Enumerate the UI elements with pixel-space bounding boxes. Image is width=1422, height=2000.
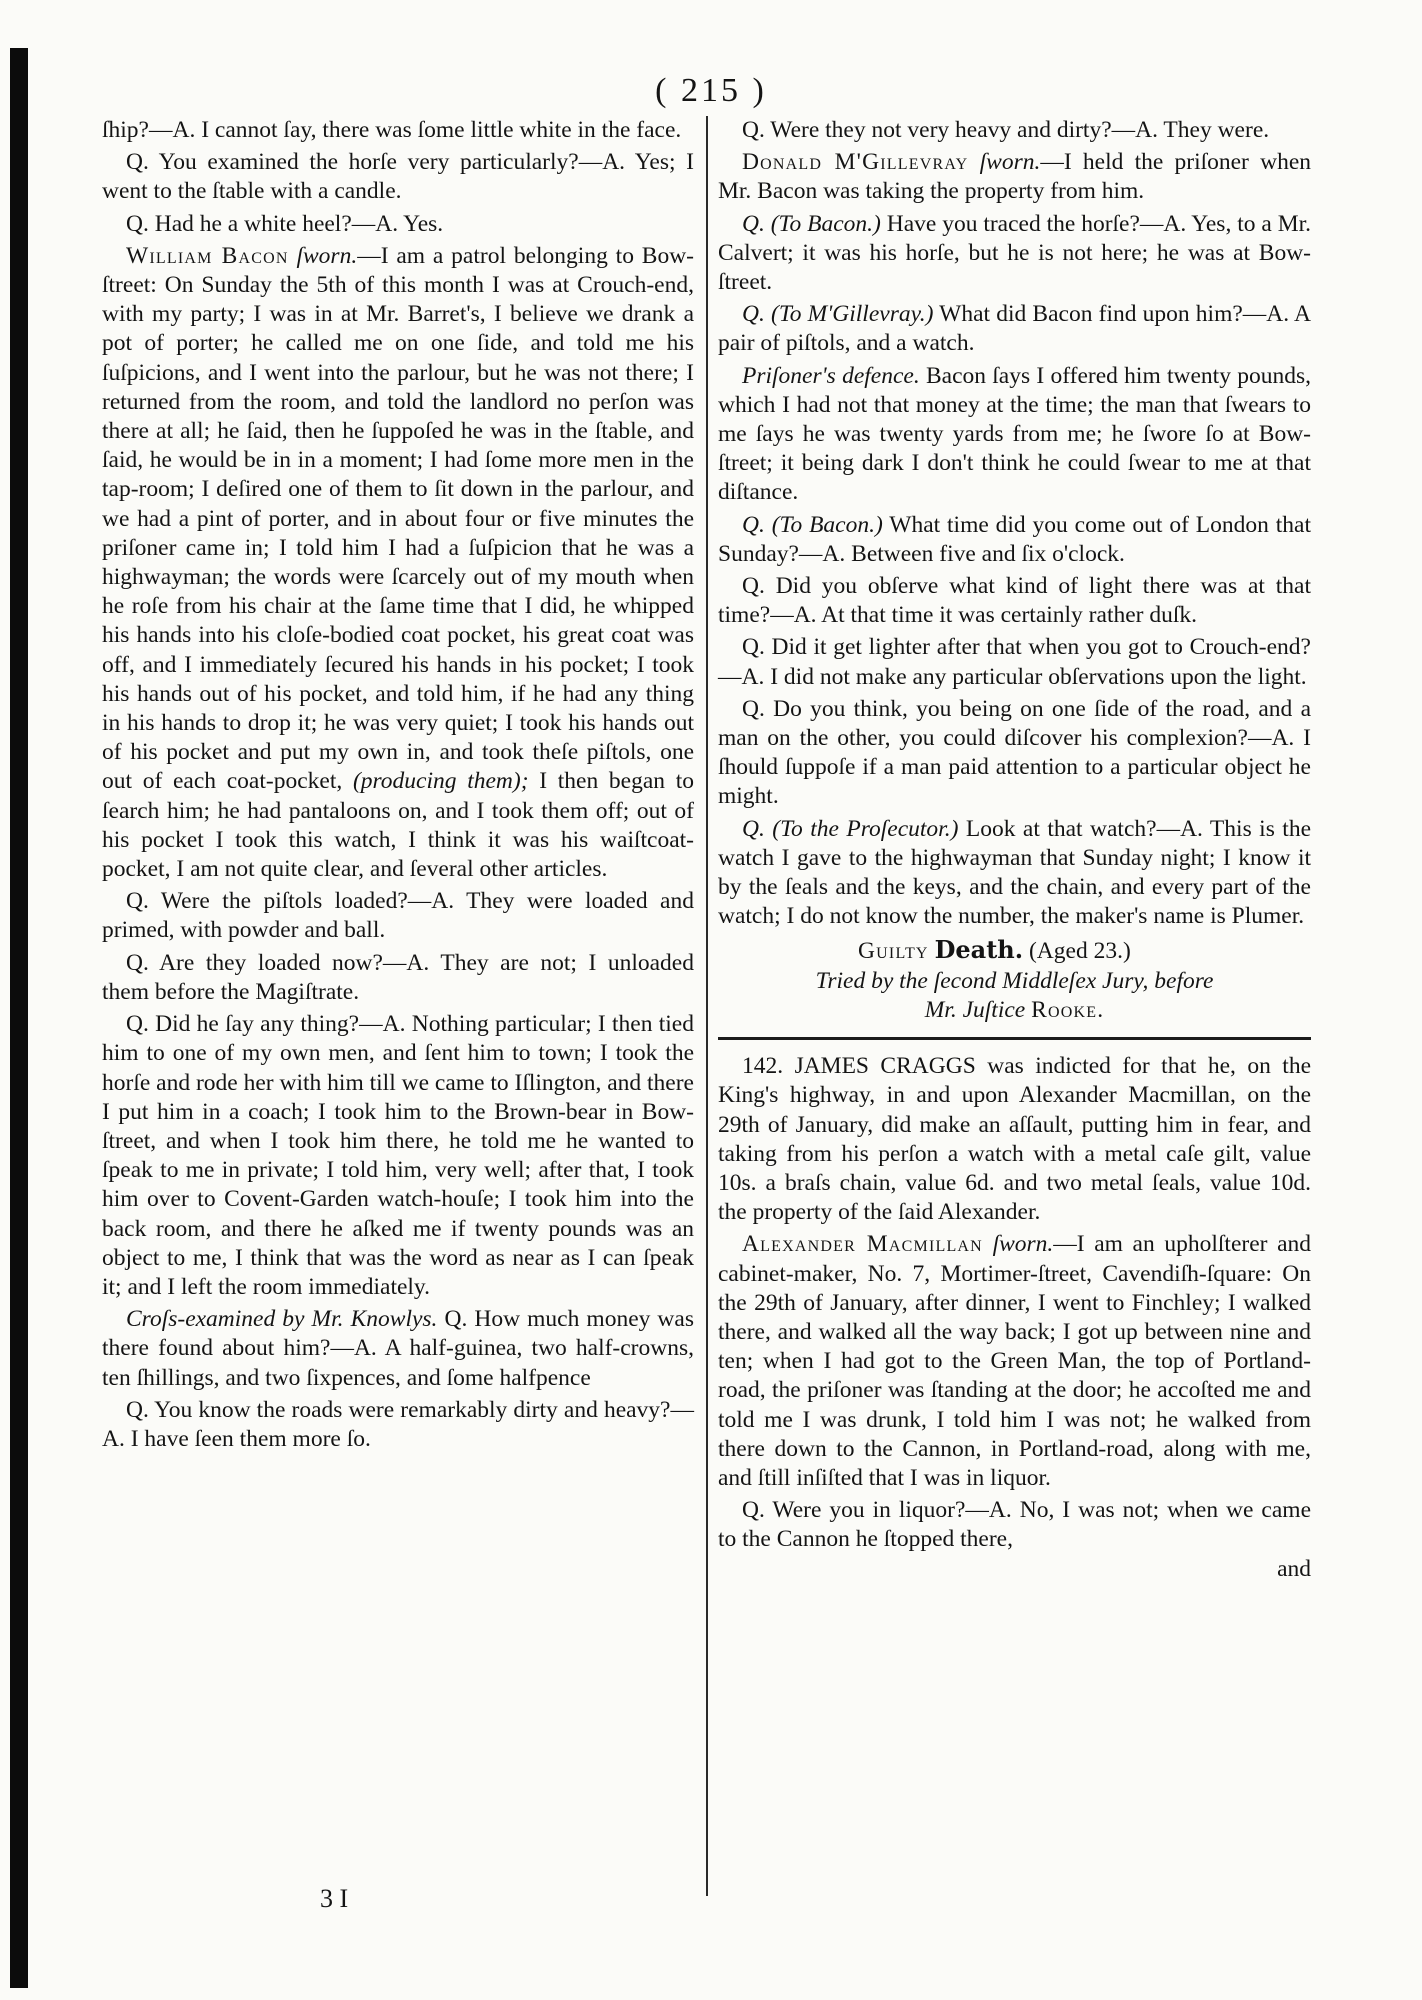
paragraph-text: Bacon ſays I offered him twenty pounds, which I had not that money at the time; the man that ſwears to me ſays he was twenty yards from me; he ſwore ſo at Bow-ſtreet; it being dark I don't think he could ſwear to me at that diſtance. [718, 362, 1311, 506]
italic-lead: Q. (To the Proſecutor.) [742, 815, 959, 842]
paragraph-text: Q. How much money was there found about him?—A. A half-guinea, two half-crowns, ten ſhillings, and two ſixpences, and ſome halfpence [102, 1306, 694, 1391]
cross-examination [102, 1305, 694, 1393]
prisoner-defence [718, 362, 1311, 508]
paragraph [718, 511, 1311, 569]
paragraph: Q. Were they not very heavy and dirty?—A. They were. [742, 117, 1270, 143]
witness-name: Alexander Macmillan [742, 1231, 983, 1258]
paragraph: Q. Were you in liquor?—A. No, I was not; when we came to the Cannon he ſtopped there, [718, 1497, 1311, 1553]
sworn-label: ſworn. [296, 242, 358, 269]
binding-edge [10, 48, 28, 1988]
italic-lead: Q. (To M'Gillevray.) [742, 301, 934, 328]
sworn-label: ſworn. [979, 149, 1041, 176]
paragraph: Q. Did it get lighter after that when you got to Crouch-end?—A. I did not make any particular obſervations upon the light. [718, 634, 1311, 690]
testimony-text: —I am an upholſterer and cabinet-maker, No. 7, Mortimer-ſtreet, Cavendiſh-ſquare: On the 29th of January, after dinner, I went to Finchley; I walked there, and walked all the way back; I got up between nine and ten; when I had got to the Green Man, the top of Portland-road, the priſoner was ſtanding at the door; he accoſted me and told me I was drunk, I told him I was not; he walked from there down to the Cannon, in Portland-road, along with me, and ſtill inſiſted that I was in liquor. [718, 1231, 1312, 1491]
tried-by: Tried by the ſecond Middleſex Jury, before [815, 967, 1214, 994]
sworn-label: ſworn. [992, 1231, 1054, 1258]
witness-name: Donald M'Gillevray [742, 149, 969, 176]
paragraph: Q. Do you think, you being on one ſide of the road, and a man on the other, you could diſcover his complexion?—A. I ſhould ſuppoſe if a man paid attention to a particular object he might. [718, 695, 1311, 810]
paragraph: ſhip?—A. I cannot ſay, there was ſome little white in the face. [102, 117, 682, 143]
case-number: 142. [742, 1053, 784, 1080]
testimony-macmillan [718, 1230, 1311, 1493]
paragraph: Q. You know the roads were remarkably dirty and heavy?—A. I have ſeen them more ſo. [102, 1396, 694, 1452]
column-divider [706, 116, 708, 1896]
paragraph: Q. Did you obſerve what kind of light there was at that time?—A. At that time it was certainly rather duſk. [718, 573, 1311, 629]
verdict-guilty: Guilty [858, 938, 929, 965]
testimony-text: —I held the priſoner when Mr. Bacon was taking the property from him. [718, 149, 1311, 205]
testimony-text: I then began to ſearch him; he had pantaloons on, and I took them off; out of his pocket I took this watch, I think it was his waiſtcoat-pocket, I am not quite clear, and ſeveral other articles. [102, 768, 694, 883]
paragraph [718, 300, 1311, 358]
paragraph: Q. You examined the horſe very particularly?—A. Yes; I went to the ſtable with a candle. [102, 149, 694, 205]
paragraph: Q. Had he a white heel?—A. Yes. [126, 210, 444, 237]
paragraph-text: Look at that watch?—A. This is the watch I gave to the highwayman that Sunday night; I know it by the ſeals and the keys, and the chain, and every part of the watch; I do not know the number, the maker's name is Plumer. [718, 815, 1311, 930]
italic-lead: Priſoner's defence. [742, 362, 920, 389]
paragraph [718, 210, 1311, 298]
paragraph-text: What time did you come out of London that Sunday?—A. Between five and ſix o'clock. [718, 511, 1311, 567]
judge-title: Mr. Juſtice [924, 996, 1026, 1023]
testimony-bacon [102, 242, 694, 884]
verdict [718, 935, 1311, 1025]
paragraph: Q. Are they loaded now?—A. They are not; I unloaded them before the Magiſtrate. [102, 949, 694, 1005]
witness-name: William Bacon [126, 242, 289, 269]
paragraph [718, 815, 1311, 932]
testimony-text: —I am a patrol belonging to Bow-ſtreet: On Sunday the 5th of this month I was at Crouch-end, with my party; I was in at Mr. Barret's, I believe we drank a pot of porter; he called me on one ſide, and told me his ſuſpicions, and I went into the parlour, but he was not there; I returned from the room, and told the landlord no perſon was there at all; he ſaid, then he ſuppoſed he was in the ſtable, and ſaid, he would be in in a moment; I had ſome more men in the tap-room; I deſired one of them to ſit down in the parlour, and we had a pint of porter, and in about four or five minutes the priſoner came in; I told him I had a ſuſpicion that he was a highwayman; the words were ſcarcely out of my mouth when he roſe from his chair at the ſame time that I did, he whipped his hands into his cloſe-bodied coat pocket, his great coat was off, and I immediately ſecured his hands in his pocket; I took his hands out of his pocket, and told him, if he had any thing in his hands to drop it; he was very quiet; I took his hands out of his pocket and put my own in, and took theſe piſtols, one out of each coat-pocket, [102, 242, 694, 795]
indictment-text: was indicted for that he, on the King's highway, in and upon Alexander Macmillan, on the 29th of January, did make an aſſault, putting him in fear, and taking from his perſon a watch with a metal caſe gilt, value 10s. a braſs chain, value 6d. and two metal ſeals, value 10d. the property of the ſaid Alexander. [718, 1053, 1311, 1226]
paragraph: Q. Did he ſay any thing?—A. Nothing particular; I then tied him to one of my own men, and ſent him to town; I took the horſe and rode her with him till we came to Iſlington, and there I put him in a coach; I took him to the Brown-bear in Bow-ſtreet, and when I took him there, he told me he wanted to ſpeak to me in private; I told him, very well; after that, I took him over to Covent-Garden watch-houſe; I took him into the back room, and there he aſked me if twenty pounds was an object to me, I think that was the word as near as I can ſpeak it; and I left the room immediately. [102, 1011, 694, 1300]
verdict-age: (Aged 23.) [1028, 938, 1131, 965]
judge-name: Rooke. [1031, 996, 1105, 1023]
section-rule [718, 1037, 1311, 1040]
italic-lead: Q. (To Bacon.) [742, 210, 881, 237]
paragraph: Q. Were the piſtols loaded?—A. They were loaded and primed, with powder and ball. [102, 888, 694, 944]
catchword: and [1277, 1555, 1311, 1582]
paragraph-text: Have you traced the horſe?—A. Yes, to a Mr. Calvert; it was his horſe, but he is not here; he was at Bow-ſtreet. [718, 210, 1311, 296]
signature-mark: 3 I [320, 1884, 349, 1913]
right-column [718, 116, 1311, 1587]
verdict-sentence: Death. [934, 935, 1024, 965]
testimony-mcgillevray [718, 148, 1311, 206]
page-number: ( 215 ) [655, 72, 767, 109]
paragraph-text: What did Bacon find upon him?—A. A pair of piſtols, and a watch. [718, 301, 1311, 357]
defendant-name: JAMES CRAGGS [794, 1053, 976, 1080]
aside-text: (producing them); [352, 768, 529, 795]
case-142-indictment [718, 1052, 1311, 1227]
cross-label: Croſs-examined by Mr. Knowlys. [126, 1306, 438, 1333]
italic-lead: Q. (To Bacon.) [742, 511, 883, 538]
left-column [102, 116, 694, 1454]
